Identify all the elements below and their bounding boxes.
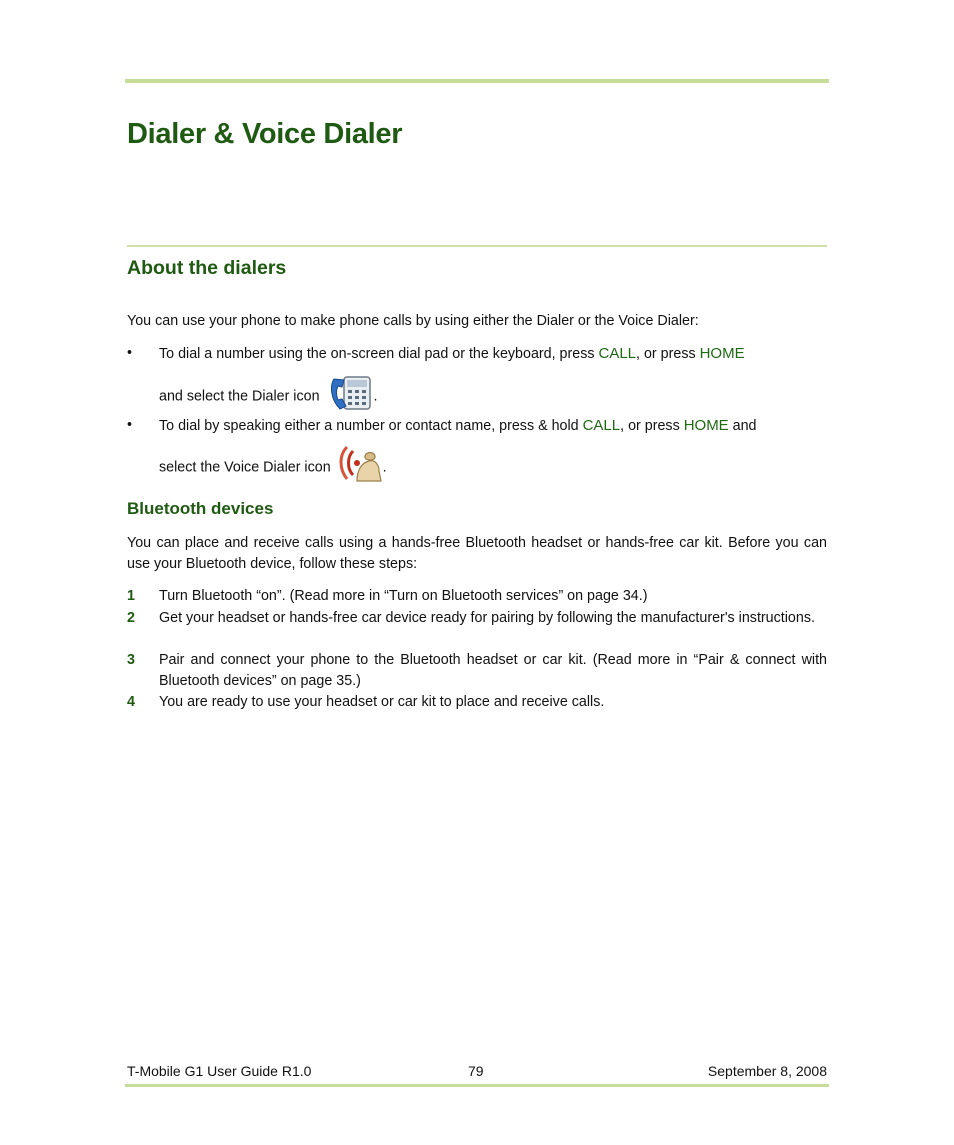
section-intro: You can use your phone to make phone calls by using either the Dialer or the Voice Dialer: (127, 313, 699, 329)
page-title: Dialer & Voice Dialer (127, 118, 403, 150)
bullet-line (159, 373, 827, 420)
home-key-label: HOME (699, 345, 745, 362)
subsection-intro: You can place and receive calls using a hands-free Bluetooth headset or hands-free car kit. Before you can use your Bluetooth device, follow these steps: (127, 535, 827, 572)
footer-date: September 8, 2008 (707, 1063, 827, 1079)
bullet-end: . (373, 388, 378, 405)
dialer-icon (328, 373, 374, 420)
step-text: Pair and connect your phone to the Bluetooth headset or car kit. (Read more in “Pair & connect with Bluetooth devices” on page 35.) (159, 652, 827, 689)
call-key-label: CALL (582, 417, 621, 434)
home-key-label: HOME (683, 417, 729, 434)
top-rule (125, 79, 829, 83)
bullet-end: . (382, 459, 387, 476)
step-text: You are ready to use your headset or car kit to place and receive calls. (159, 694, 605, 710)
step-text: Turn Bluetooth “on”. (Read more in “Turn on Bluetooth services” on page 34.) (159, 588, 648, 604)
bottom-rule (125, 1084, 829, 1087)
bullet-text: and (728, 418, 757, 434)
step-number: 2 (127, 610, 135, 626)
bullet-text: select the Voice Dialer icon (159, 459, 331, 476)
bullet-text: To dial by speaking either a number or contact name, press & hold (159, 418, 583, 434)
subsection-heading: Bluetooth devices (127, 499, 274, 518)
bullet-text: To dial a number using the on-screen dial pad or the keyboard, press (159, 346, 599, 362)
bullet-line (159, 415, 827, 437)
bullet-text: , or press (620, 418, 684, 434)
bullet-text: and select the Dialer icon (159, 388, 320, 405)
section-rule (127, 245, 827, 247)
step-number: 1 (127, 588, 135, 604)
bullet-line (159, 343, 827, 365)
section-heading: About the dialers (127, 257, 287, 279)
bullet-marker: • (127, 417, 133, 433)
bullet-text: , or press (636, 346, 700, 362)
step-number: 4 (127, 694, 135, 710)
bullet-line (159, 445, 827, 490)
call-key-label: CALL (598, 345, 637, 362)
bullet-marker: • (127, 345, 133, 361)
footer-page-number: 79 (468, 1063, 484, 1079)
step-text: Get your headset or hands-free car device ready for pairing by following the manufacturer's instructions. (159, 610, 815, 626)
footer-doc-title: T-Mobile G1 User Guide R1.0 (127, 1063, 312, 1079)
step-number: 3 (127, 652, 135, 668)
voice-dialer-icon (339, 445, 383, 490)
